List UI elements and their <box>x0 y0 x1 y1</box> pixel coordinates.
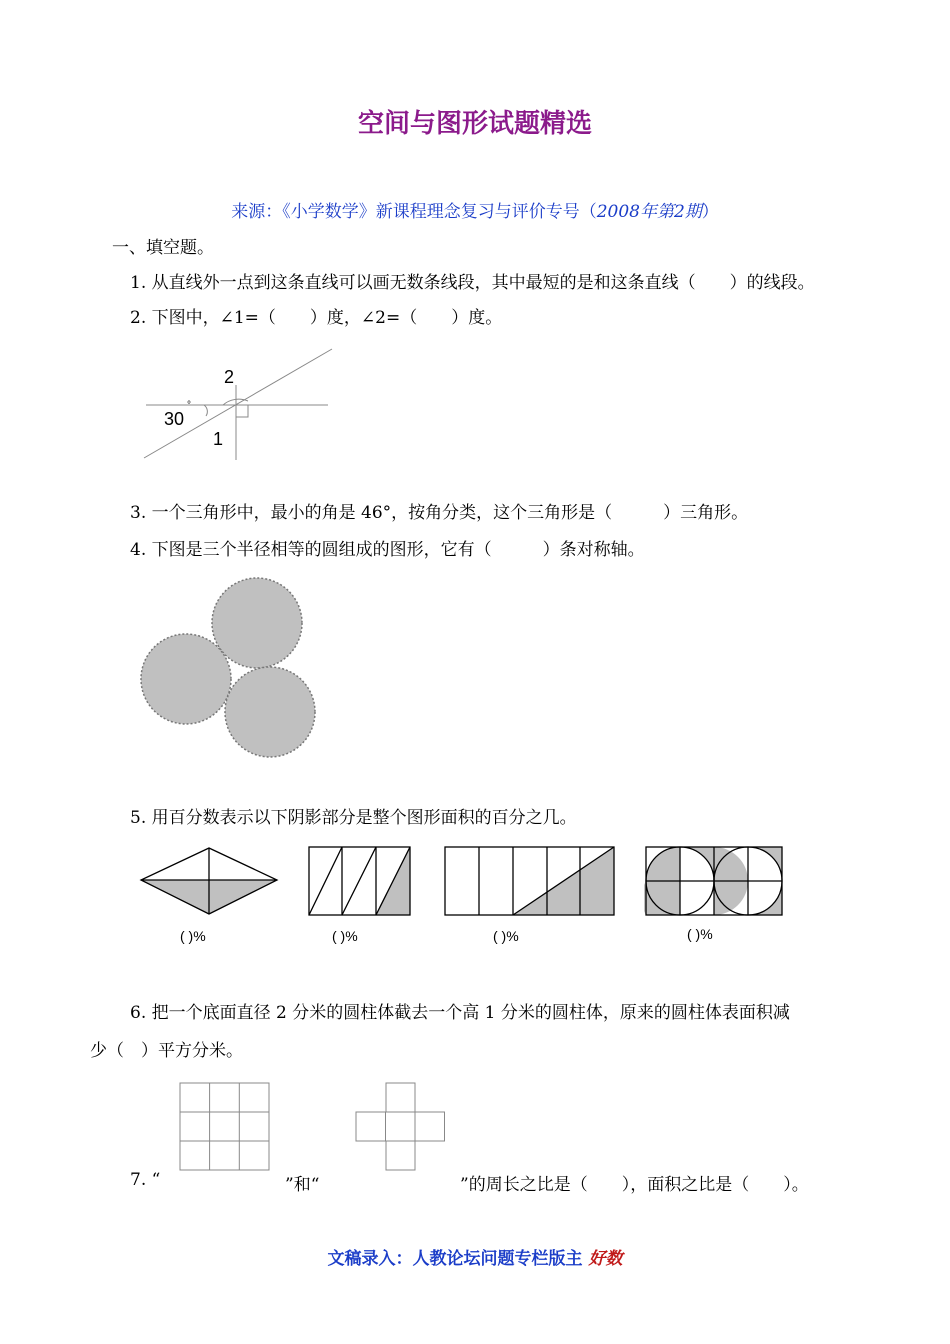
question-6-line-2: 少（ ）平方分米。 <box>90 1041 243 1061</box>
two-circles-grid-figure <box>644 845 784 917</box>
cross-figure <box>354 1081 448 1173</box>
source-text: 来源：《小学数学》新课程理念复习与评价专号（ <box>231 202 597 222</box>
source-close: ） <box>701 202 719 222</box>
question-7-start: 7. “ <box>130 1170 161 1190</box>
question-7-middle: ”和“ <box>285 1175 320 1195</box>
angle-figure <box>138 345 338 465</box>
percent-answer-1: ( )% <box>180 928 206 944</box>
percent-answer-4: ( )% <box>687 926 713 942</box>
footer-author: 好数 <box>588 1249 623 1269</box>
page-title: 空间与图形试题精选 <box>357 109 592 139</box>
question-4: 4. 下图是三个半径相等的圆组成的图形，它有（ ）条对称轴。 <box>130 540 645 560</box>
footer-credit <box>0 1244 950 1269</box>
question-5: 5. 用百分数表示以下阴影部分是整个图形面积的百分之几。 <box>130 808 577 828</box>
three-circles-figure <box>135 575 325 765</box>
question-7-end: ”的周长之比是（ ），面积之比是（ ）。 <box>460 1175 809 1195</box>
source-issue: 2008年第2期 <box>596 202 702 222</box>
percent-answer-2: ( )% <box>332 928 358 944</box>
question-6-line-1: 6. 把一个底面直径 2 分米的圆柱体截去一个高 1 分米的圆柱体，原来的圆柱体表面积减 <box>130 1003 790 1023</box>
angle-label-1: 1 <box>213 429 224 449</box>
source-line <box>0 197 950 222</box>
degree-mark: ° <box>187 400 191 411</box>
question-1: 1. 从直线外一点到这条直线可以画无数条线段，其中最短的是和这条直线（ ）的线段。 <box>130 273 815 293</box>
footer-text: 文稿录入：人教论坛问题专栏版主 <box>327 1249 583 1269</box>
section-heading: 一、填空题。 <box>112 238 214 258</box>
rhombus-figure <box>138 845 280 917</box>
striped-rectangle-figure <box>307 845 413 917</box>
percent-answer-3: ( )% <box>493 928 519 944</box>
question-2: 2. 下图中，∠1=（ ）度，∠2=（ ）度。 <box>130 308 503 328</box>
square-grid-figure <box>178 1081 272 1173</box>
five-column-figure <box>443 845 617 917</box>
question-3: 3. 一个三角形中，最小的角是 46°，按角分类，这个三角形是（ ）三角形。 <box>130 503 749 523</box>
angle-label-2: 2 <box>224 367 235 387</box>
angle-label-30: 30 <box>164 409 185 429</box>
